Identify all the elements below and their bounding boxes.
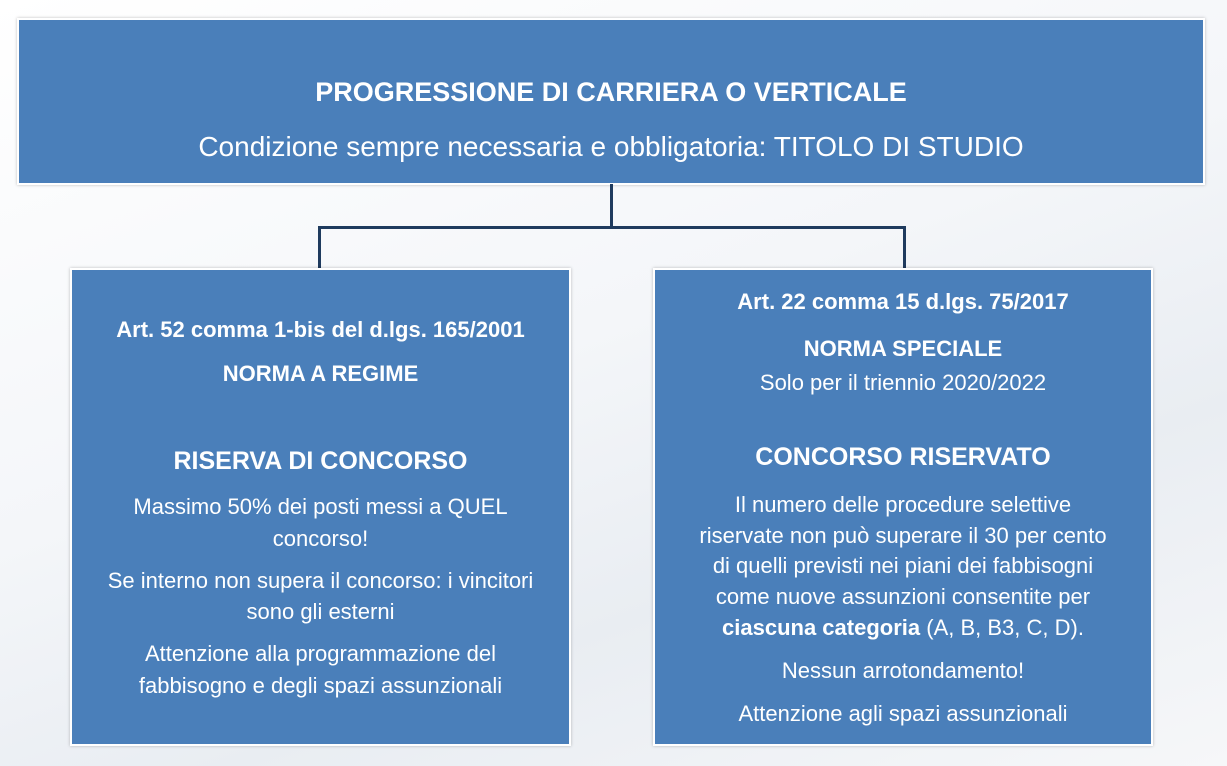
- right-p1-line3: di quelli previsti nei piani dei fabbisogni: [712, 553, 1094, 578]
- left-p2-line1: Se interno non supera il concorso: i vincitori: [107, 568, 534, 593]
- root-subtitle: Condizione sempre necessaria e obbligatoria: TITOLO DI STUDIO: [198, 131, 1024, 162]
- right-category-list: (A, B, B3, C, D).: [920, 615, 1084, 640]
- left-p3-line1: Attenzione alla programmazione del: [145, 641, 496, 666]
- right-p1-line4: come nuove assunzioni consentite per: [715, 584, 1091, 609]
- connector-left-branch: [318, 226, 321, 268]
- right-p3: Attenzione agli spazi assunzionali: [738, 701, 1068, 726]
- right-p1-line2: riservate non può superare il 30 per cento: [699, 523, 1107, 548]
- right-p1-line1: Il numero delle procedure selettive: [734, 492, 1072, 517]
- right-article: Art. 22 comma 15 d.lgs. 75/2017: [737, 289, 1069, 314]
- root-title: PROGRESSIONE DI CARRIERA O VERTICALE: [315, 77, 907, 107]
- right-period: Solo per il triennio 2020/2022: [759, 370, 1047, 395]
- root-box: [17, 18, 1205, 185]
- connector-trunk: [610, 184, 613, 228]
- right-branch-box: [653, 268, 1153, 746]
- left-p2-line2: sono gli esterni: [246, 599, 395, 624]
- left-branch-box: [70, 268, 571, 746]
- left-article: Art. 52 comma 1-bis del d.lgs. 165/2001: [116, 317, 525, 342]
- left-p3-line2: fabbisogno e degli spazi assunzionali: [138, 673, 503, 698]
- connector-right-branch: [903, 226, 906, 268]
- left-p1-line2: concorso!: [272, 526, 369, 551]
- connector-horizontal: [318, 226, 906, 229]
- right-heading: CONCORSO RISERVATO: [755, 443, 1051, 471]
- right-p2: Nessun arrotondamento!: [781, 658, 1025, 683]
- right-category-bold: ciascuna categoria: [722, 615, 921, 640]
- left-norm: NORMA A REGIME: [222, 361, 419, 386]
- right-norm: NORMA SPECIALE: [803, 336, 1003, 361]
- right-p1-line5: [655, 613, 1151, 643]
- left-heading: RISERVA DI CONCORSO: [173, 447, 468, 475]
- left-p1-line1: Massimo 50% dei posti messi a QUEL: [133, 494, 508, 519]
